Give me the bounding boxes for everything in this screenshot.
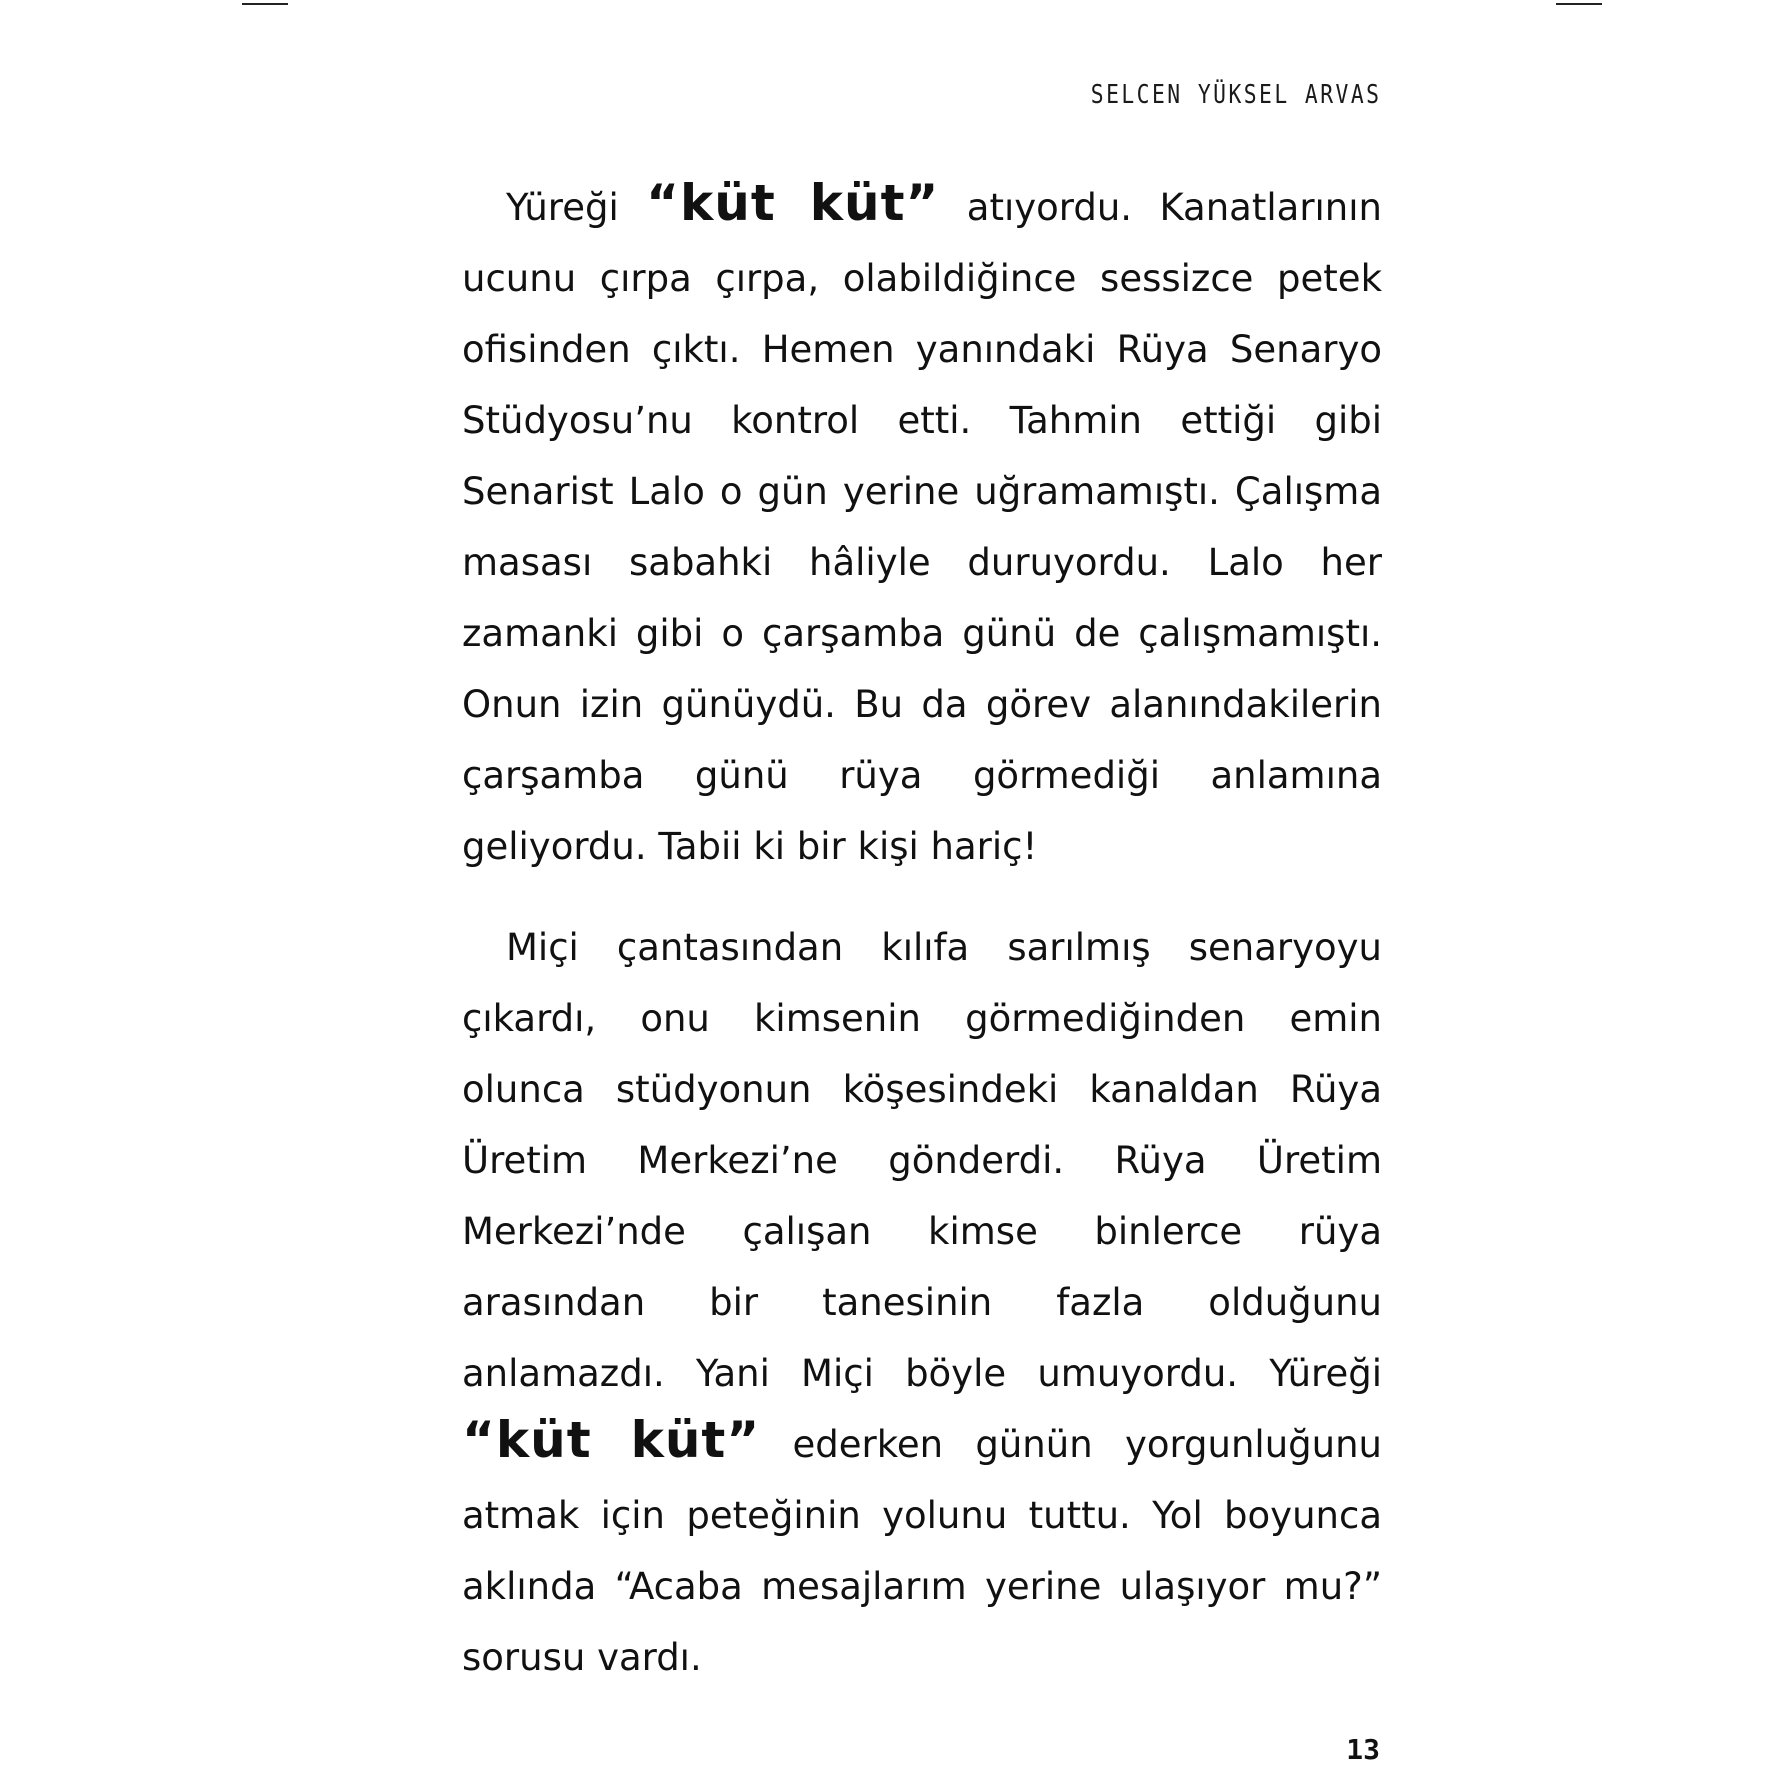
paragraph-1-emphasis: “küt küt” xyxy=(646,174,940,232)
paragraph-2 xyxy=(462,912,1382,1693)
paragraph-2-after: ederken günün yorgunluğunu atmak için peteğinin yolunu tuttu. Yol boyunca aklında “Acaba mesajlarım yerine ulaşıyor mu?” sorusu vardı. xyxy=(462,1423,1382,1679)
paragraph-2-emphasis: “küt küt” xyxy=(462,1411,761,1469)
running-head-author: SELCEN YÜKSEL ARVAS xyxy=(1090,80,1381,110)
paragraph-1 xyxy=(462,172,1382,882)
page-number: 13 xyxy=(1346,1733,1380,1766)
body-text xyxy=(462,172,1382,1693)
paragraph-1-before: Yüreği xyxy=(506,186,647,229)
paragraph-2-before: Miçi çantasından kılıfa sarılmış senaryoyu çıkardı, onu kimsenin görmediğinden emin olunca stüdyonun köşesindeki kanaldan Rüya Üretim Merkezi’ne gönderdi. Rüya Üretim Merkezi’nde çalışan kimse binlerce rüya arasından bir tanesinin fazla olduğunu anlamazdı. Yani Miçi böyle umuyordu. Yüreği xyxy=(462,926,1382,1395)
crop-mark-left xyxy=(242,3,288,5)
crop-mark-right xyxy=(1556,3,1602,5)
paragraph-1-after: atıyordu. Kanatlarının ucunu çırpa çırpa, olabildiğince sessizce petek ofisinden çıktı. Hemen yanındaki Rüya Senaryo Stüdyosu’nu kontrol etti. Tahmin ettiği gibi Senarist Lalo o gün yerine uğramamıştı. Çalışma masası sabahki hâliyle duruyordu. Lalo her zamanki gibi o çarşamba günü de çalışmamıştı. Onun izin günüydü. Bu da görev alanındakilerin çarşamba günü rüya görmediği anlamına geliyordu. Tabii ki bir kişi hariç! xyxy=(462,186,1382,868)
